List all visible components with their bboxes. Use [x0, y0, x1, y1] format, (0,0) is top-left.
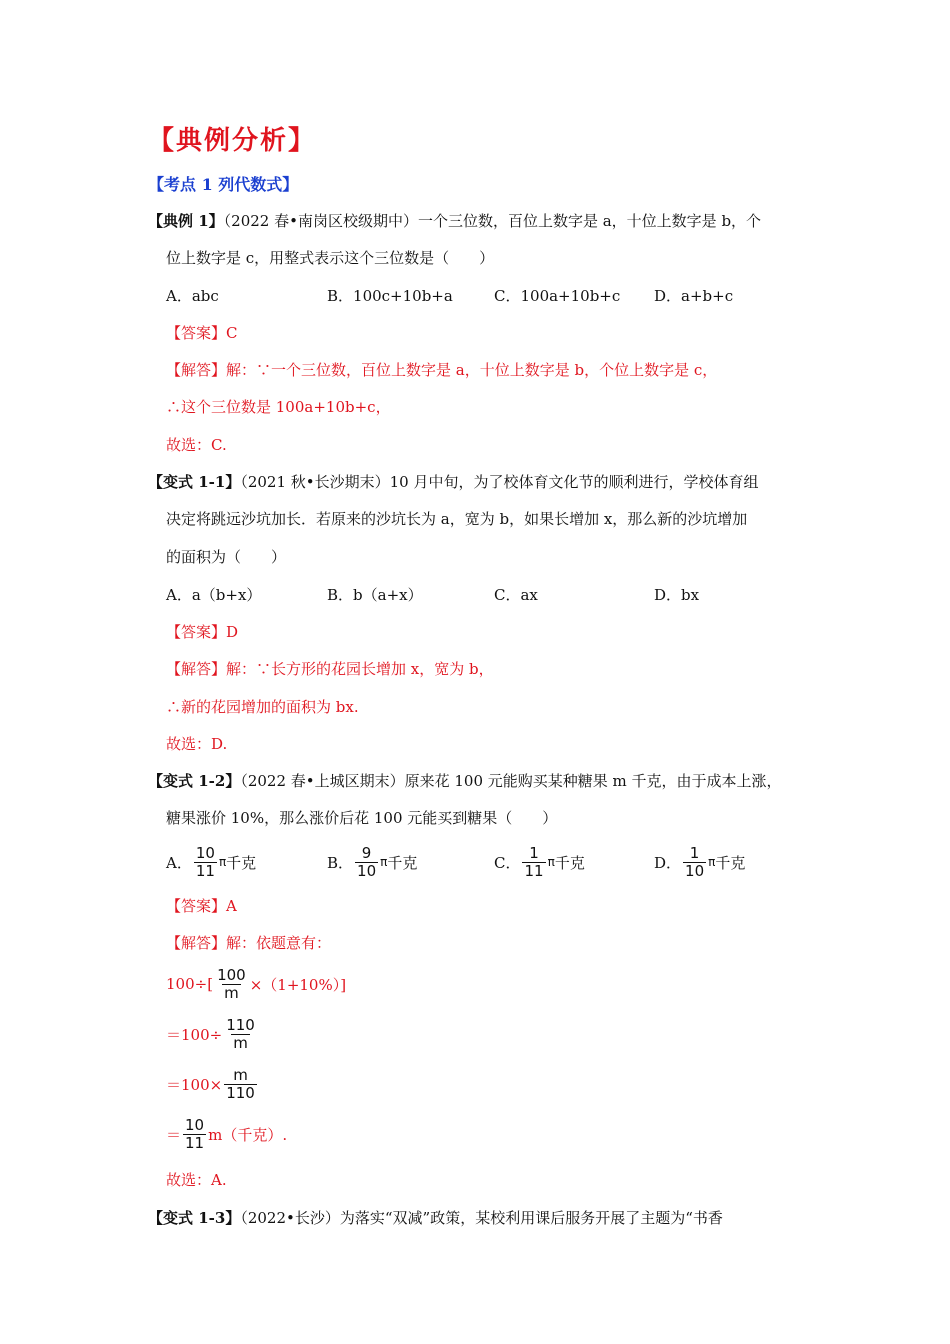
- example-1-solution-line-3: 故选：C.: [166, 436, 227, 454]
- example-1-answer: 【答案】C: [166, 324, 238, 342]
- example-3-option-a: [166, 842, 256, 882]
- example-1-solution-line-2: ∴这个三位数是 100a+10b+c，: [166, 398, 391, 416]
- example-3-tag: 【变式 1-2】: [148, 772, 241, 790]
- example-2-question-line-3: 的面积为（ ）: [166, 548, 287, 566]
- example-1-text: （2022 春•南岗区校级期中）一个三位数，百位上数字是 a，十位上数字是 b，个: [223, 212, 762, 230]
- numerator: m: [233, 1065, 248, 1084]
- example-1-question-line-2: 位上数字是 c，用整式表示这个三位数是（ ）: [166, 249, 495, 267]
- example-3-text: （2022 春•上城区期末）原来花 100 元能购买某种糖果 m 千克，由于成本上涨，: [240, 772, 782, 790]
- numerator: 1: [689, 843, 700, 862]
- example-2-option-c: C．ax: [494, 586, 538, 604]
- fraction: [355, 845, 378, 880]
- denominator: m: [224, 983, 239, 1002]
- example-3-question-line-2: 糖果涨价 10%，那么涨价后花 100 元能买到糖果（ ）: [166, 809, 558, 827]
- fraction: [183, 1117, 206, 1152]
- denominator: 10: [357, 861, 377, 880]
- example-2-option-b: B．b（a+x）: [327, 586, 423, 604]
- denominator: 10: [685, 861, 705, 880]
- example-1-tag: 【典例 1】: [148, 212, 224, 230]
- step-prefix: ＝: [166, 1125, 182, 1144]
- step-suffix: m（千克）.: [208, 1125, 288, 1144]
- example-4-text: （2022•长沙）为落实“双减”政策，某校利用课后服务开展了主题为“书香: [240, 1209, 723, 1227]
- solution-step-4: [166, 1114, 287, 1154]
- denominator: 11: [185, 1133, 205, 1152]
- step-suffix: ×（1+10%）]: [249, 975, 347, 994]
- example-2-option-d: D．bx: [654, 586, 700, 604]
- denominator: m: [233, 1033, 248, 1052]
- numerator: 10: [185, 1115, 205, 1134]
- fraction: [194, 845, 217, 880]
- solution-step-2: [166, 1014, 259, 1054]
- unit: 千克: [226, 853, 257, 872]
- numerator: 10: [195, 843, 215, 862]
- section-title: 【典例分析】: [148, 126, 317, 156]
- denominator: 11: [195, 861, 215, 880]
- denominator: 11: [524, 861, 544, 880]
- numerator: 1: [529, 843, 539, 862]
- fraction: [683, 845, 706, 880]
- solution-step-1: [166, 964, 346, 1004]
- variable: π: [218, 855, 227, 869]
- option-label: C．: [494, 853, 521, 872]
- numerator: 100: [217, 965, 246, 984]
- fraction: [522, 845, 545, 880]
- variable: π: [708, 855, 716, 869]
- unit: 千克: [715, 853, 746, 872]
- example-3-answer: 【答案】A: [166, 897, 237, 915]
- example-1-option-c: C．100a+10b+c: [494, 287, 621, 305]
- option-label: D．: [654, 853, 682, 872]
- option-label: A．: [166, 853, 192, 872]
- topic-heading: 【考点 1 列代数式】: [148, 175, 299, 194]
- example-1-option-b: B．100c+10b+a: [327, 287, 453, 305]
- example-2-solution-line-1: 【解答】解：∵长方形的花园长增加 x，宽为 b，: [166, 660, 494, 678]
- example-1-options: [166, 286, 806, 306]
- example-1-solution-line-1: 【解答】解：∵一个三位数，百位上数字是 a，十位上数字是 b，个位上数字是 c，: [166, 361, 718, 379]
- example-3-option-c: [494, 842, 585, 882]
- example-3-solution-head: 【解答】解：依题意有：: [166, 934, 332, 952]
- example-2-text: （2021 秋•长沙期末）10 月中旬，为了校体育文化节的顺利进行，学校体育组: [240, 473, 759, 491]
- fraction: [224, 1067, 257, 1102]
- example-4-tag: 【变式 1-3】: [148, 1209, 241, 1227]
- numerator: 110: [226, 1015, 255, 1034]
- step-prefix: 100÷[: [166, 975, 214, 993]
- example-3-options: [166, 842, 806, 882]
- option-label: B．: [327, 853, 354, 872]
- fraction: [224, 1017, 257, 1052]
- example-2-tag: 【变式 1-1】: [148, 473, 241, 491]
- example-2-option-a: A．a（b+x）: [166, 586, 262, 604]
- step-prefix: ＝100÷: [166, 1025, 223, 1044]
- step-prefix: ＝100×: [166, 1075, 223, 1094]
- example-1-option-a: A．abc: [166, 287, 219, 305]
- example-2-answer: 【答案】D: [166, 623, 239, 641]
- fraction: [215, 967, 248, 1002]
- numerator: 9: [361, 843, 372, 862]
- example-1-option-d: D．a+b+c: [654, 287, 734, 305]
- example-3-option-d: [654, 842, 745, 882]
- denominator: 110: [226, 1083, 255, 1102]
- example-2-question-line-2: 决定将跳远沙坑加长．若原来的沙坑长为 a，宽为 b，如果长增加 x，那么新的沙坑增加: [166, 510, 748, 528]
- unit: 千克: [387, 853, 418, 872]
- example-4-question-line-1: [148, 1208, 723, 1228]
- example-2-solution-line-2: ∴新的花园增加的面积为 bx.: [166, 698, 359, 716]
- solution-step-3: [166, 1064, 259, 1104]
- variable: π: [547, 855, 555, 869]
- example-2-question-line-1: [148, 472, 758, 492]
- example-1-question-line-1: [148, 211, 761, 231]
- unit: 千克: [554, 853, 585, 872]
- example-2-options: [166, 585, 806, 605]
- example-2-solution-line-3: 故选：D.: [166, 735, 228, 753]
- variable: π: [380, 855, 388, 869]
- example-3-question-line-1: [148, 771, 782, 791]
- example-3-solution-tail: 故选：A.: [166, 1171, 227, 1189]
- example-3-option-b: [327, 842, 417, 882]
